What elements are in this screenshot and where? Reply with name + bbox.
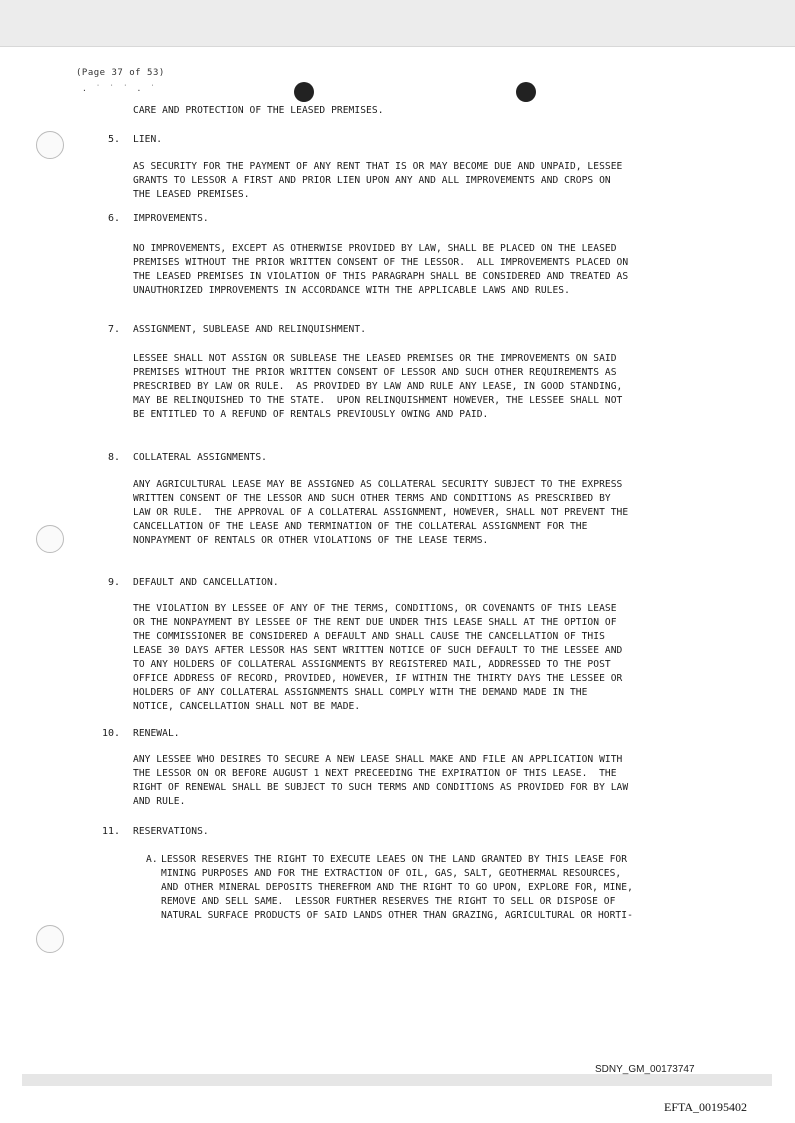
section-line: NO IMPROVEMENTS, EXCEPT AS OTHERWISE PROVIDED BY LAW, SHALL BE PLACED ON THE LEASED (133, 243, 617, 254)
section-line: GRANTS TO LESSOR A FIRST AND PRIOR LIEN UPON ANY AND ALL IMPROVEMENTS AND CROPS ON (133, 175, 611, 186)
punch-hole-bottom (36, 925, 64, 953)
section-line: OR THE NONPAYMENT BY LESSEE OF THE RENT DUE UNDER THIS LEASE SHALL AT THE OPTION OF (133, 617, 617, 628)
section-title: LIEN. (133, 134, 163, 145)
section-line: PREMISES WITHOUT THE PRIOR WRITTEN CONSENT OF LESSOR AND SUCH OTHER REQUIREMENTS AS (133, 367, 617, 378)
punch-hole-top (36, 131, 64, 159)
subsection-line: REMOVE AND SELL SAME. LESSOR FURTHER RESERVES THE RIGHT TO SELL OR DISPOSE OF (161, 896, 616, 907)
section-line: CANCELLATION OF THE LEASE AND TERMINATION OF THE COLLATERAL ASSIGNMENT FOR THE (133, 521, 588, 532)
section-line: ANY AGRICULTURAL LEASE MAY BE ASSIGNED AS COLLATERAL SECURITY SUBJECT TO THE EXPRESS (133, 479, 623, 490)
lead-line: CARE AND PROTECTION OF THE LEASED PREMISES. (133, 105, 384, 116)
section-title: IMPROVEMENTS. (133, 213, 209, 224)
section-line: THE LEASED PREMISES. (133, 189, 250, 200)
section-line: NOTICE, CANCELLATION SHALL NOT BE MADE. (133, 701, 361, 712)
subsection-line: AND OTHER MINERAL DEPOSITS THEREFROM AND THE RIGHT TO GO UPON, EXPLORE FOR, MINE, (161, 882, 633, 893)
section-line: THE COMMISSIONER BE CONSIDERED A DEFAULT AND SHALL CAUSE THE CANCELLATION OF THIS (133, 631, 605, 642)
section-title: COLLATERAL ASSIGNMENTS. (133, 452, 267, 463)
subsection-line: LESSOR RESERVES THE RIGHT TO EXECUTE LEAES ON THE LAND GRANTED BY THIS LEASE FOR (161, 854, 628, 865)
section-line: LAW OR RULE. THE APPROVAL OF A COLLATERAL ASSIGNMENT, HOWEVER, SHALL NOT PREVENT THE (133, 507, 629, 518)
section-line: UNAUTHORIZED IMPROVEMENTS IN ACCORDANCE WITH THE APPLICABLE LAWS AND RULES. (133, 285, 570, 296)
section-line: WRITTEN CONSENT OF THE LESSOR AND SUCH OTHER TERMS AND CONDITIONS AS PRESCRIBED BY (133, 493, 611, 504)
section-title: DEFAULT AND CANCELLATION. (133, 577, 279, 588)
section-line: NONPAYMENT OF RENTALS OR OTHER VIOLATIONS OF THE LEASE TERMS. (133, 535, 489, 546)
subsection-line: NATURAL SURFACE PRODUCTS OF SAID LANDS OTHER THAN GRAZING, AGRICULTURAL OR HORTI- (161, 910, 633, 921)
bates-number: SDNY_GM_00173747 (595, 1064, 695, 1075)
ink-blot-right (516, 82, 536, 102)
section-line: LESSEE SHALL NOT ASSIGN OR SUBLEASE THE LEASED PREMISES OR THE IMPROVEMENTS ON SAID (133, 353, 617, 364)
efta-number: EFTA_00195402 (664, 1100, 748, 1114)
scan-specks: . ˙ ˙ ˙ . ˙ (82, 84, 157, 93)
section-line: PRESCRIBED BY LAW OR RULE. AS PROVIDED BY LAW AND RULE ANY LEASE, IN GOOD STANDING, (133, 381, 623, 392)
scan-top-band (0, 0, 795, 47)
section-line: LEASE 30 DAYS AFTER LESSOR HAS SENT WRITTEN NOTICE OF SUCH DEFAULT TO THE LESSEE AND (133, 645, 623, 656)
section-line: AND RULE. (133, 796, 186, 807)
section-number: 8. (107, 452, 120, 463)
section-line: ANY LESSEE WHO DESIRES TO SECURE A NEW LEASE SHALL MAKE AND FILE AN APPLICATION WITH (133, 754, 623, 765)
section-title: RENEWAL. (133, 728, 180, 739)
section-title: ASSIGNMENT, SUBLEASE AND RELINQUISHMENT. (133, 324, 367, 335)
section-number: 9. (107, 577, 120, 588)
section-line: AS SECURITY FOR THE PAYMENT OF ANY RENT THAT IS OR MAY BECOME DUE AND UNPAID, LESSEE (133, 161, 623, 172)
page-indicator: (Page 37 of 53) (76, 68, 165, 78)
subsection-line: MINING PURPOSES AND FOR THE EXTRACTION OF OIL, GAS, SALT, GEOTHERMAL RESOURCES, (161, 868, 622, 879)
punch-hole-middle (36, 525, 64, 553)
section-number: 6. (107, 213, 120, 224)
section-number: 5. (107, 134, 120, 145)
scan-bottom-band (22, 1074, 772, 1086)
ink-blot-left (294, 82, 314, 102)
section-number: 7. (107, 324, 120, 335)
section-line: MAY BE RELINQUISHED TO THE STATE. UPON RELINQUISHMENT HOWEVER, THE LESSEE SHALL NOT (133, 395, 623, 406)
section-line: PREMISES WITHOUT THE PRIOR WRITTEN CONSENT OF THE LESSOR. ALL IMPROVEMENTS PLACED ON (133, 257, 629, 268)
section-title: RESERVATIONS. (133, 826, 209, 837)
section-line: RIGHT OF RENEWAL SHALL BE SUBJECT TO SUCH TERMS AND CONDITIONS AS PROVIDED FOR BY LAW (133, 782, 629, 793)
section-line: TO ANY HOLDERS OF COLLATERAL ASSIGNMENTS BY REGISTERED MAIL, ADDRESSED TO THE POST (133, 659, 611, 670)
section-line: HOLDERS OF ANY COLLATERAL ASSIGNMENTS SHALL COMPLY WITH THE DEMAND MADE IN THE (133, 687, 588, 698)
subsection-label: A. (146, 854, 158, 865)
section-number: 10. (101, 728, 120, 739)
section-line: OFFICE ADDRESS OF RECORD, PROVIDED, HOWEVER, IF WITHIN THE THIRTY DAYS THE LESSEE OR (133, 673, 623, 684)
section-number: 11. (101, 826, 120, 837)
section-line: THE LESSOR ON OR BEFORE AUGUST 1 NEXT PRECEEDING THE EXPIRATION OF THIS LEASE. THE (133, 768, 617, 779)
section-line: THE VIOLATION BY LESSEE OF ANY OF THE TERMS, CONDITIONS, OR COVENANTS OF THIS LEASE (133, 603, 617, 614)
section-line: BE ENTITLED TO A REFUND OF RENTALS PREVIOUSLY OWING AND PAID. (133, 409, 489, 420)
section-line: THE LEASED PREMISES IN VIOLATION OF THIS PARAGRAPH SHALL BE CONSIDERED AND TREATED AS (133, 271, 629, 282)
